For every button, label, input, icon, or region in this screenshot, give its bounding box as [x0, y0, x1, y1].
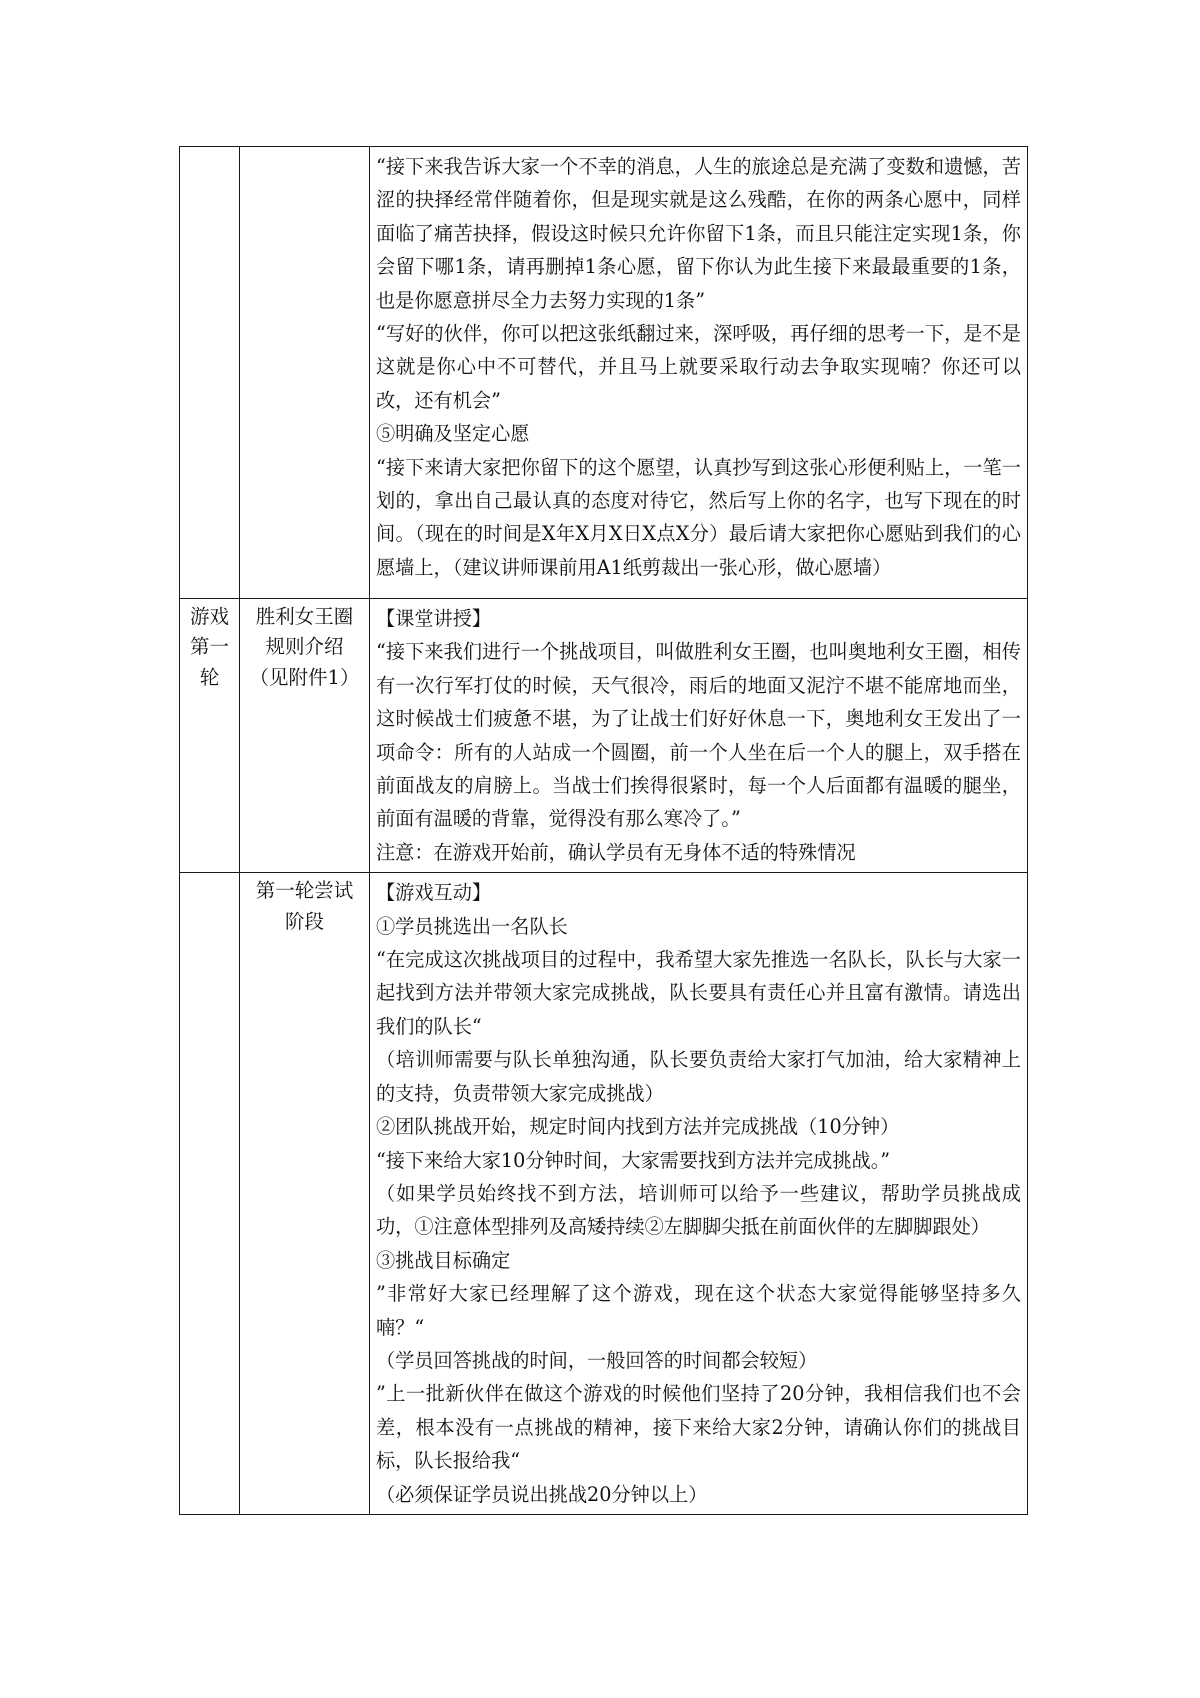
- content-paragraph: ”上一批新伙伴在做这个游戏的时候他们坚持了20分钟，我相信我们也不会差，根本没有一点挑战的精神，接下来给大家2分钟，请确认你们的挑战目标，队长报给我“: [376, 1382, 1021, 1473]
- content-paragraph: （学员回答挑战的时间，一般回答的时间都会较短）: [376, 1348, 818, 1372]
- table-row: [180, 599, 1028, 873]
- item-cell: [240, 147, 370, 599]
- item-text: 第一轮尝试: [255, 879, 354, 903]
- stage-cell: [180, 147, 240, 599]
- content-paragraph: “接下来请大家把你留下的这个愿望，认真抄写到这张心形便利贴上，一笔一划的，拿出自己最认真的态度对待它，然后写上你的名字，也写下现在的时间。（现在的时间是X年X月X日X点X分）最后请大家把你心愿贴到我们的心愿墙上，（建议讲师课前用A1纸剪裁出一张心形，做心愿墙）: [376, 455, 1021, 579]
- content-cell: [370, 599, 1028, 873]
- content-paragraph: “接下来我告诉大家一个不幸的消息，人生的旅途总是充满了变数和遗憾，苦涩的抉择经常伴随着你，但是现实就是这么残酷，在你的两条心愿中，同样面临了痛苦抉择，假设这时候只允许你留下1条，而且只能注定实现1条，你会留下哪1条，请再删掉1条心愿，留下你认为此生接下来最最重要的1条，也是你愿意拼尽全力去努力实现的1条”: [376, 155, 1021, 312]
- content-cell: [370, 873, 1028, 1515]
- content-paragraph: ①学员挑选出一名队长: [376, 914, 568, 938]
- item-text: 胜利女王圈: [255, 605, 354, 628]
- content-cell: [370, 147, 1028, 599]
- stage-text: 轮: [199, 665, 220, 689]
- content-heading: 【课堂讲授】: [376, 607, 492, 630]
- content-paragraph: “接下来给大家10分钟时间，大家需要找到方法并完成挑战。”: [376, 1148, 891, 1172]
- table-row: [180, 873, 1028, 1515]
- item-text: 规则介绍: [265, 635, 344, 659]
- stage-cell: [180, 599, 240, 873]
- item-text: （见附件1）: [249, 665, 360, 689]
- content-paragraph: ②团队挑战开始，规定时间内找到方法并完成挑战（10分钟）: [376, 1115, 900, 1139]
- content-paragraph: 注意：在游戏开始前，确认学员有无身体不适的特殊情况: [376, 840, 856, 864]
- content-paragraph: “写好的伙伴，你可以把这张纸翻过来，深呼吸，再仔细的思考一下，是不是这就是你心中不可替代，并且马上就要采取行动去争取实现喃？你还可以改，还有机会”: [376, 322, 1021, 412]
- content-paragraph: ⑤明确及坚定心愿: [376, 422, 530, 446]
- stage-cell: [180, 873, 240, 1515]
- item-cell: [240, 873, 370, 1515]
- lesson-plan-table: [179, 146, 1028, 1515]
- stage-text: 第一: [189, 635, 229, 659]
- content-paragraph: （如果学员始终找不到方法，培训师可以给予一些建议，帮助学员挑战成功，①注意体型排列及高矮持续②左脚脚尖抵在前面伙伴的左脚脚跟处）: [376, 1181, 1021, 1239]
- content-paragraph: “接下来我们进行一个挑战项目，叫做胜利女王圈，也叫奥地利女王圈，相传有一次行军打仗的时候，天气很冷，雨后的地面又泥泞不堪不能席地而坐，这时候战士们疲惫不堪，为了让战士们好好休息一下，奥地利女王发出了一项命令：所有的人站成一个圆圈，前一个人坐在后一个人的腿上，双手搭在前面战友的肩膀上。当战士们挨得很紧时，每一个人后面都有温暖的腿坐，前面有温暖的背靠，觉得没有那么寒冷了。”: [376, 640, 1021, 831]
- table-row: [180, 147, 1028, 599]
- content-heading: 【游戏互动】: [376, 881, 492, 905]
- stage-text: 游戏: [189, 605, 229, 628]
- content-paragraph: ”非常好大家已经理解了这个游戏，现在这个状态大家觉得能够坚持多久喃？“: [376, 1282, 1021, 1339]
- content-paragraph: （培训师需要与队长单独沟通，队长要负责给大家打气加油，给大家精神上的支持，负责带领大家完成挑战）: [376, 1048, 1021, 1105]
- content-paragraph: ③挑战目标确定: [376, 1248, 511, 1272]
- item-text: 阶段: [284, 909, 324, 933]
- item-cell: [240, 599, 370, 873]
- content-paragraph: （必须保证学员说出挑战20分钟以上）: [376, 1482, 708, 1506]
- content-paragraph: “在完成这次挑战项目的过程中，我希望大家先推选一名队长，队长与大家一起找到方法并带领大家完成挑战，队长要具有责任心并且富有激情。请选出我们的队长“: [376, 948, 1021, 1038]
